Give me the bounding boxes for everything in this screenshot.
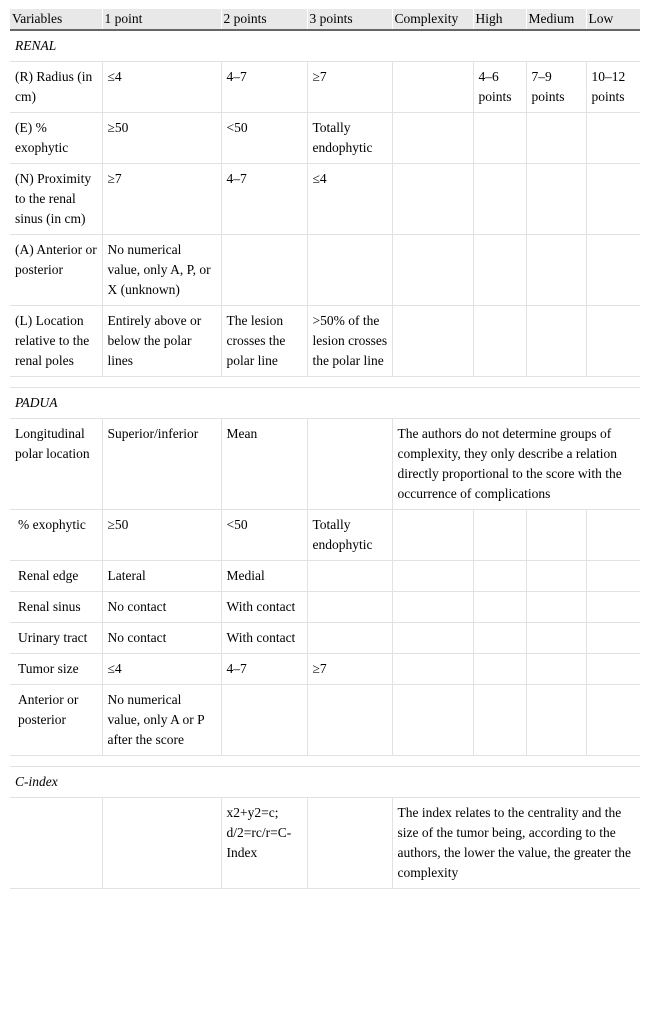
section-renal	[10, 30, 640, 62]
complexity-cell	[392, 62, 473, 113]
one-point-cell: No contact	[102, 623, 221, 654]
complexity-cell: The index relates to the centrality and the size of the tumor being, according to the authors, the lower the value, the greater the complexity	[392, 798, 640, 889]
variable-cell: Renal sinus	[10, 592, 102, 623]
three-points-cell	[307, 235, 392, 306]
variable-cell: Urinary tract	[10, 623, 102, 654]
three-points-cell: Totally endophytic	[307, 113, 392, 164]
medium-cell	[526, 113, 586, 164]
low-cell	[586, 235, 640, 306]
medium-cell	[526, 592, 586, 623]
one-point-cell: No contact	[102, 592, 221, 623]
low-cell	[586, 561, 640, 592]
high-cell	[473, 235, 526, 306]
table-row	[10, 113, 640, 164]
table-row	[10, 235, 640, 306]
two-points-cell: Mean	[221, 419, 307, 510]
header-high: High	[473, 9, 526, 30]
high-cell	[473, 561, 526, 592]
table-row	[10, 62, 640, 113]
table-row	[10, 623, 640, 654]
low-cell: 10–12 points	[586, 62, 640, 113]
two-points-cell: The lesion crosses the polar line	[221, 306, 307, 377]
medium-cell	[526, 306, 586, 377]
low-cell	[586, 592, 640, 623]
three-points-cell	[307, 419, 392, 510]
two-points-cell: With contact	[221, 592, 307, 623]
table-row	[10, 419, 640, 510]
two-points-cell	[221, 235, 307, 306]
three-points-cell	[307, 623, 392, 654]
two-points-cell: x2+y2=c; d/2=rc/r=C-Index	[221, 798, 307, 889]
high-cell	[473, 510, 526, 561]
three-points-cell: >50% of the lesion crosses the polar line	[307, 306, 392, 377]
three-points-cell	[307, 685, 392, 756]
variable-cell: Longitudinal polar location	[10, 419, 102, 510]
three-points-cell	[307, 798, 392, 889]
low-cell	[586, 654, 640, 685]
one-point-cell: Superior/inferior	[102, 419, 221, 510]
complexity-cell	[392, 561, 473, 592]
medium-cell	[526, 623, 586, 654]
high-cell: 4–6 points	[473, 62, 526, 113]
complexity-cell	[392, 164, 473, 235]
variable-cell: (L) Location relative to the renal poles	[10, 306, 102, 377]
two-points-cell: <50	[221, 510, 307, 561]
one-point-cell: Entirely above or below the polar lines	[102, 306, 221, 377]
variable-cell: (R) Radius (in cm)	[10, 62, 102, 113]
low-cell	[586, 306, 640, 377]
high-cell	[473, 164, 526, 235]
low-cell	[586, 623, 640, 654]
one-point-cell	[102, 798, 221, 889]
header-1-point: 1 point	[102, 9, 221, 30]
high-cell	[473, 623, 526, 654]
complexity-cell	[392, 113, 473, 164]
three-points-cell	[307, 561, 392, 592]
variable-cell: (E) % exophytic	[10, 113, 102, 164]
low-cell	[586, 164, 640, 235]
header-medium: Medium	[526, 9, 586, 30]
variable-cell: % exophytic	[10, 510, 102, 561]
three-points-cell: ≥7	[307, 62, 392, 113]
table-row	[10, 685, 640, 756]
one-point-cell: No numerical value, only A, P, or X (unknown)	[102, 235, 221, 306]
medium-cell: 7–9 points	[526, 62, 586, 113]
one-point-cell: ≤4	[102, 654, 221, 685]
two-points-cell: 4–7	[221, 164, 307, 235]
complexity-cell	[392, 235, 473, 306]
complexity-cell	[392, 592, 473, 623]
high-cell	[473, 654, 526, 685]
variable-cell: Renal edge	[10, 561, 102, 592]
header-low: Low	[586, 9, 640, 30]
complexity-cell	[392, 510, 473, 561]
three-points-cell: ≤4	[307, 164, 392, 235]
table-row	[10, 654, 640, 685]
complexity-cell	[392, 623, 473, 654]
table-row	[10, 561, 640, 592]
spacer-cell	[10, 377, 640, 388]
header-complexity: Complexity	[392, 9, 473, 30]
one-point-cell: No numerical value, only A or P after the score	[102, 685, 221, 756]
high-cell	[473, 113, 526, 164]
header-3-points: 3 points	[307, 9, 392, 30]
scoring-table	[10, 9, 640, 889]
low-cell	[586, 113, 640, 164]
two-points-cell: 4–7	[221, 654, 307, 685]
one-point-cell: ≥50	[102, 113, 221, 164]
three-points-cell: Totally endophytic	[307, 510, 392, 561]
three-points-cell	[307, 592, 392, 623]
header-variables: Variables	[10, 9, 102, 30]
one-point-cell: ≥7	[102, 164, 221, 235]
high-cell	[473, 592, 526, 623]
one-point-cell: ≤4	[102, 62, 221, 113]
medium-cell	[526, 654, 586, 685]
variable-cell: (N) Proximity to the renal sinus (in cm)	[10, 164, 102, 235]
table-row	[10, 510, 640, 561]
complexity-cell	[392, 654, 473, 685]
complexity-cell	[392, 685, 473, 756]
spacer-row	[10, 377, 640, 388]
section-title-c-index: C-index	[10, 767, 640, 798]
medium-cell	[526, 561, 586, 592]
header-2-points: 2 points	[221, 9, 307, 30]
high-cell	[473, 685, 526, 756]
section-title-padua: PADUA	[10, 388, 640, 419]
table-row	[10, 164, 640, 235]
one-point-cell: ≥50	[102, 510, 221, 561]
section-c-index	[10, 767, 640, 798]
variable-cell: Anterior or posterior	[10, 685, 102, 756]
high-cell	[473, 306, 526, 377]
two-points-cell: Medial	[221, 561, 307, 592]
medium-cell	[526, 235, 586, 306]
medium-cell	[526, 164, 586, 235]
table-row	[10, 798, 640, 889]
complexity-cell	[392, 306, 473, 377]
medium-cell	[526, 510, 586, 561]
spacer-row	[10, 756, 640, 767]
medium-cell	[526, 685, 586, 756]
two-points-cell: With contact	[221, 623, 307, 654]
one-point-cell: Lateral	[102, 561, 221, 592]
table-row	[10, 306, 640, 377]
complexity-cell: The authors do not determine groups of complexity, they only describe a relation directly proportional to the score with the occurrence of complications	[392, 419, 640, 510]
low-cell	[586, 510, 640, 561]
spacer-cell	[10, 756, 640, 767]
variable-cell: Tumor size	[10, 654, 102, 685]
section-title-renal: RENAL	[10, 30, 640, 62]
variable-cell: (A) Anterior or posterior	[10, 235, 102, 306]
section-padua	[10, 388, 640, 419]
three-points-cell: ≥7	[307, 654, 392, 685]
two-points-cell: <50	[221, 113, 307, 164]
low-cell	[586, 685, 640, 756]
header-row	[10, 9, 640, 30]
two-points-cell: 4–7	[221, 62, 307, 113]
table-row	[10, 592, 640, 623]
two-points-cell	[221, 685, 307, 756]
variable-cell	[10, 798, 102, 889]
